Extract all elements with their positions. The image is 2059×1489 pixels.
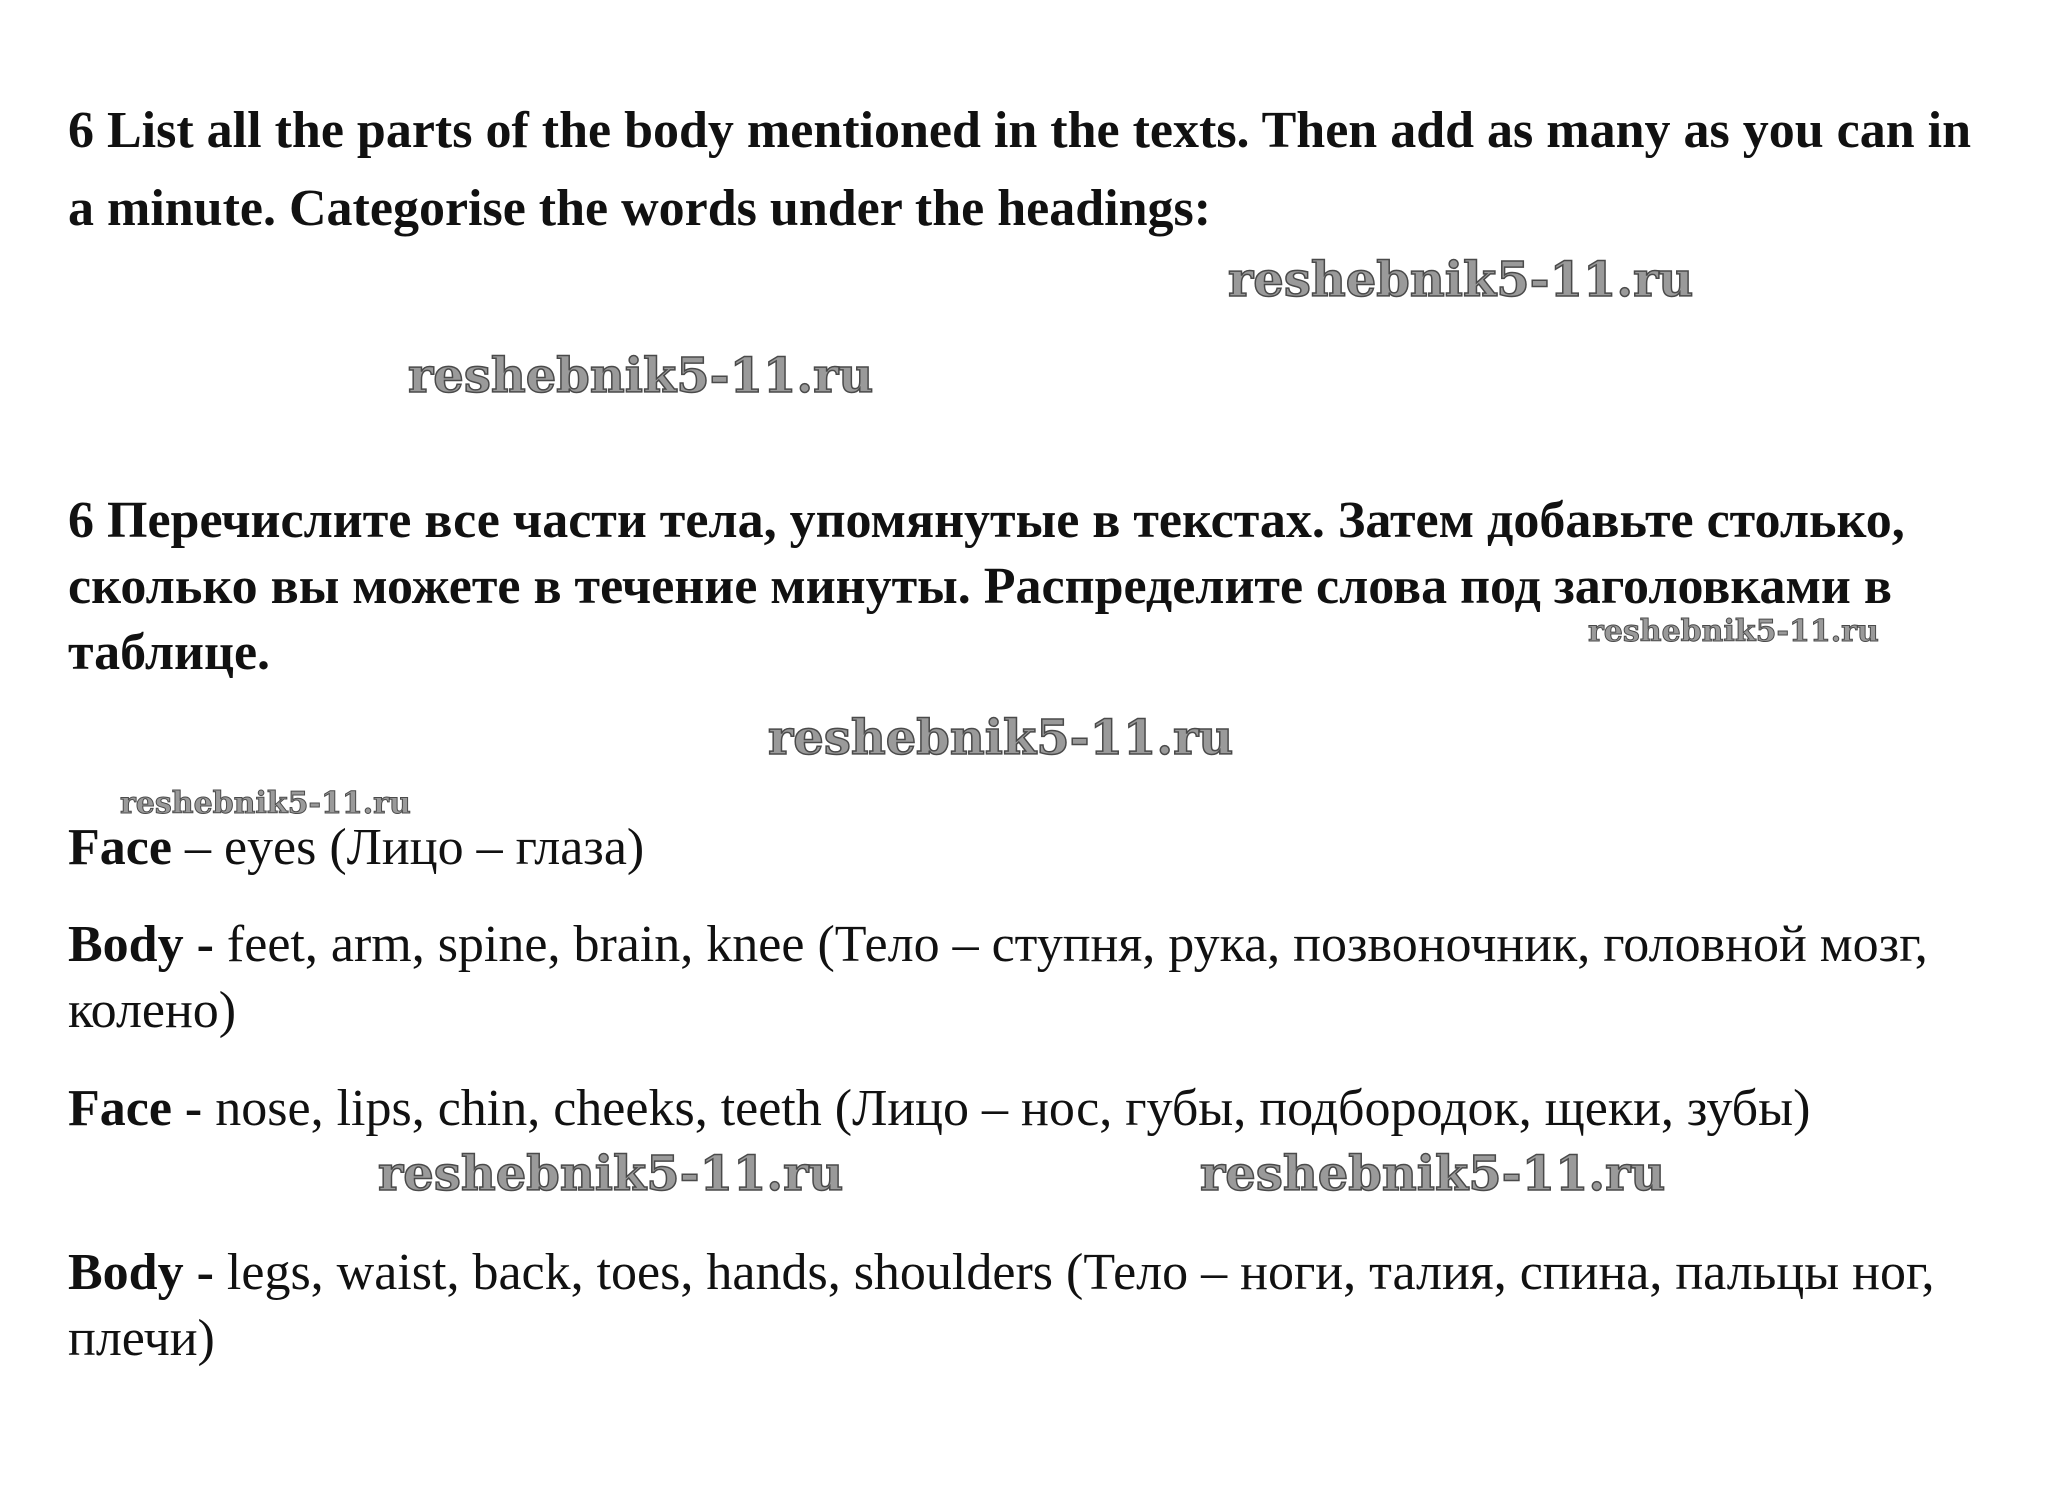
- answer-label: Face -: [68, 1080, 203, 1137]
- watermark: reshebnik5-11.ru: [378, 1146, 844, 1202]
- task-heading-russian: 6 Перечислите все части тела, упомянутые в текстах. Затем добавьте столько, сколько вы можете в течение минуты. Распределите слова под заголовками в таблице.: [68, 492, 1905, 681]
- answer-label: Body -: [68, 1244, 214, 1301]
- answer-text: feet, arm, spine, brain, knee (Тело – ступня, рука, позвоночник, головной мозг, колено): [68, 916, 1928, 1039]
- answer-text: – eyes (Лицо – глаза): [171, 819, 645, 876]
- watermark: reshebnik5-11.ru: [1200, 1146, 1666, 1202]
- answer-text: nose, lips, chin, cheeks, teeth (Лицо – нос, губы, подбородок, щеки, зубы): [202, 1080, 1811, 1137]
- watermark: reshebnik5-11.ru: [408, 348, 874, 404]
- watermark: reshebnik5-11.ru: [1588, 614, 1879, 649]
- watermark: reshebnik5-11.ru: [1228, 252, 1694, 308]
- answer-line-face-1: [68, 815, 1968, 881]
- answer-label: Face: [68, 819, 172, 876]
- answer-line-body-1: [68, 912, 1968, 1044]
- answer-line-face-2: [68, 1076, 1968, 1142]
- answer-line-body-2: [68, 1240, 1968, 1372]
- answer-label: Body -: [68, 916, 214, 973]
- watermark: reshebnik5-11.ru: [120, 786, 411, 821]
- answer-text: legs, waist, back, toes, hands, shoulders (Тело – ноги, талия, спина, пальцы ног, плечи): [68, 1244, 1935, 1367]
- task-heading-english: 6 List all the parts of the body mentioned in the texts. Then add as many as you can in a minute. Categorise the words under the headings:: [68, 102, 1972, 237]
- watermark: reshebnik5-11.ru: [768, 710, 1234, 766]
